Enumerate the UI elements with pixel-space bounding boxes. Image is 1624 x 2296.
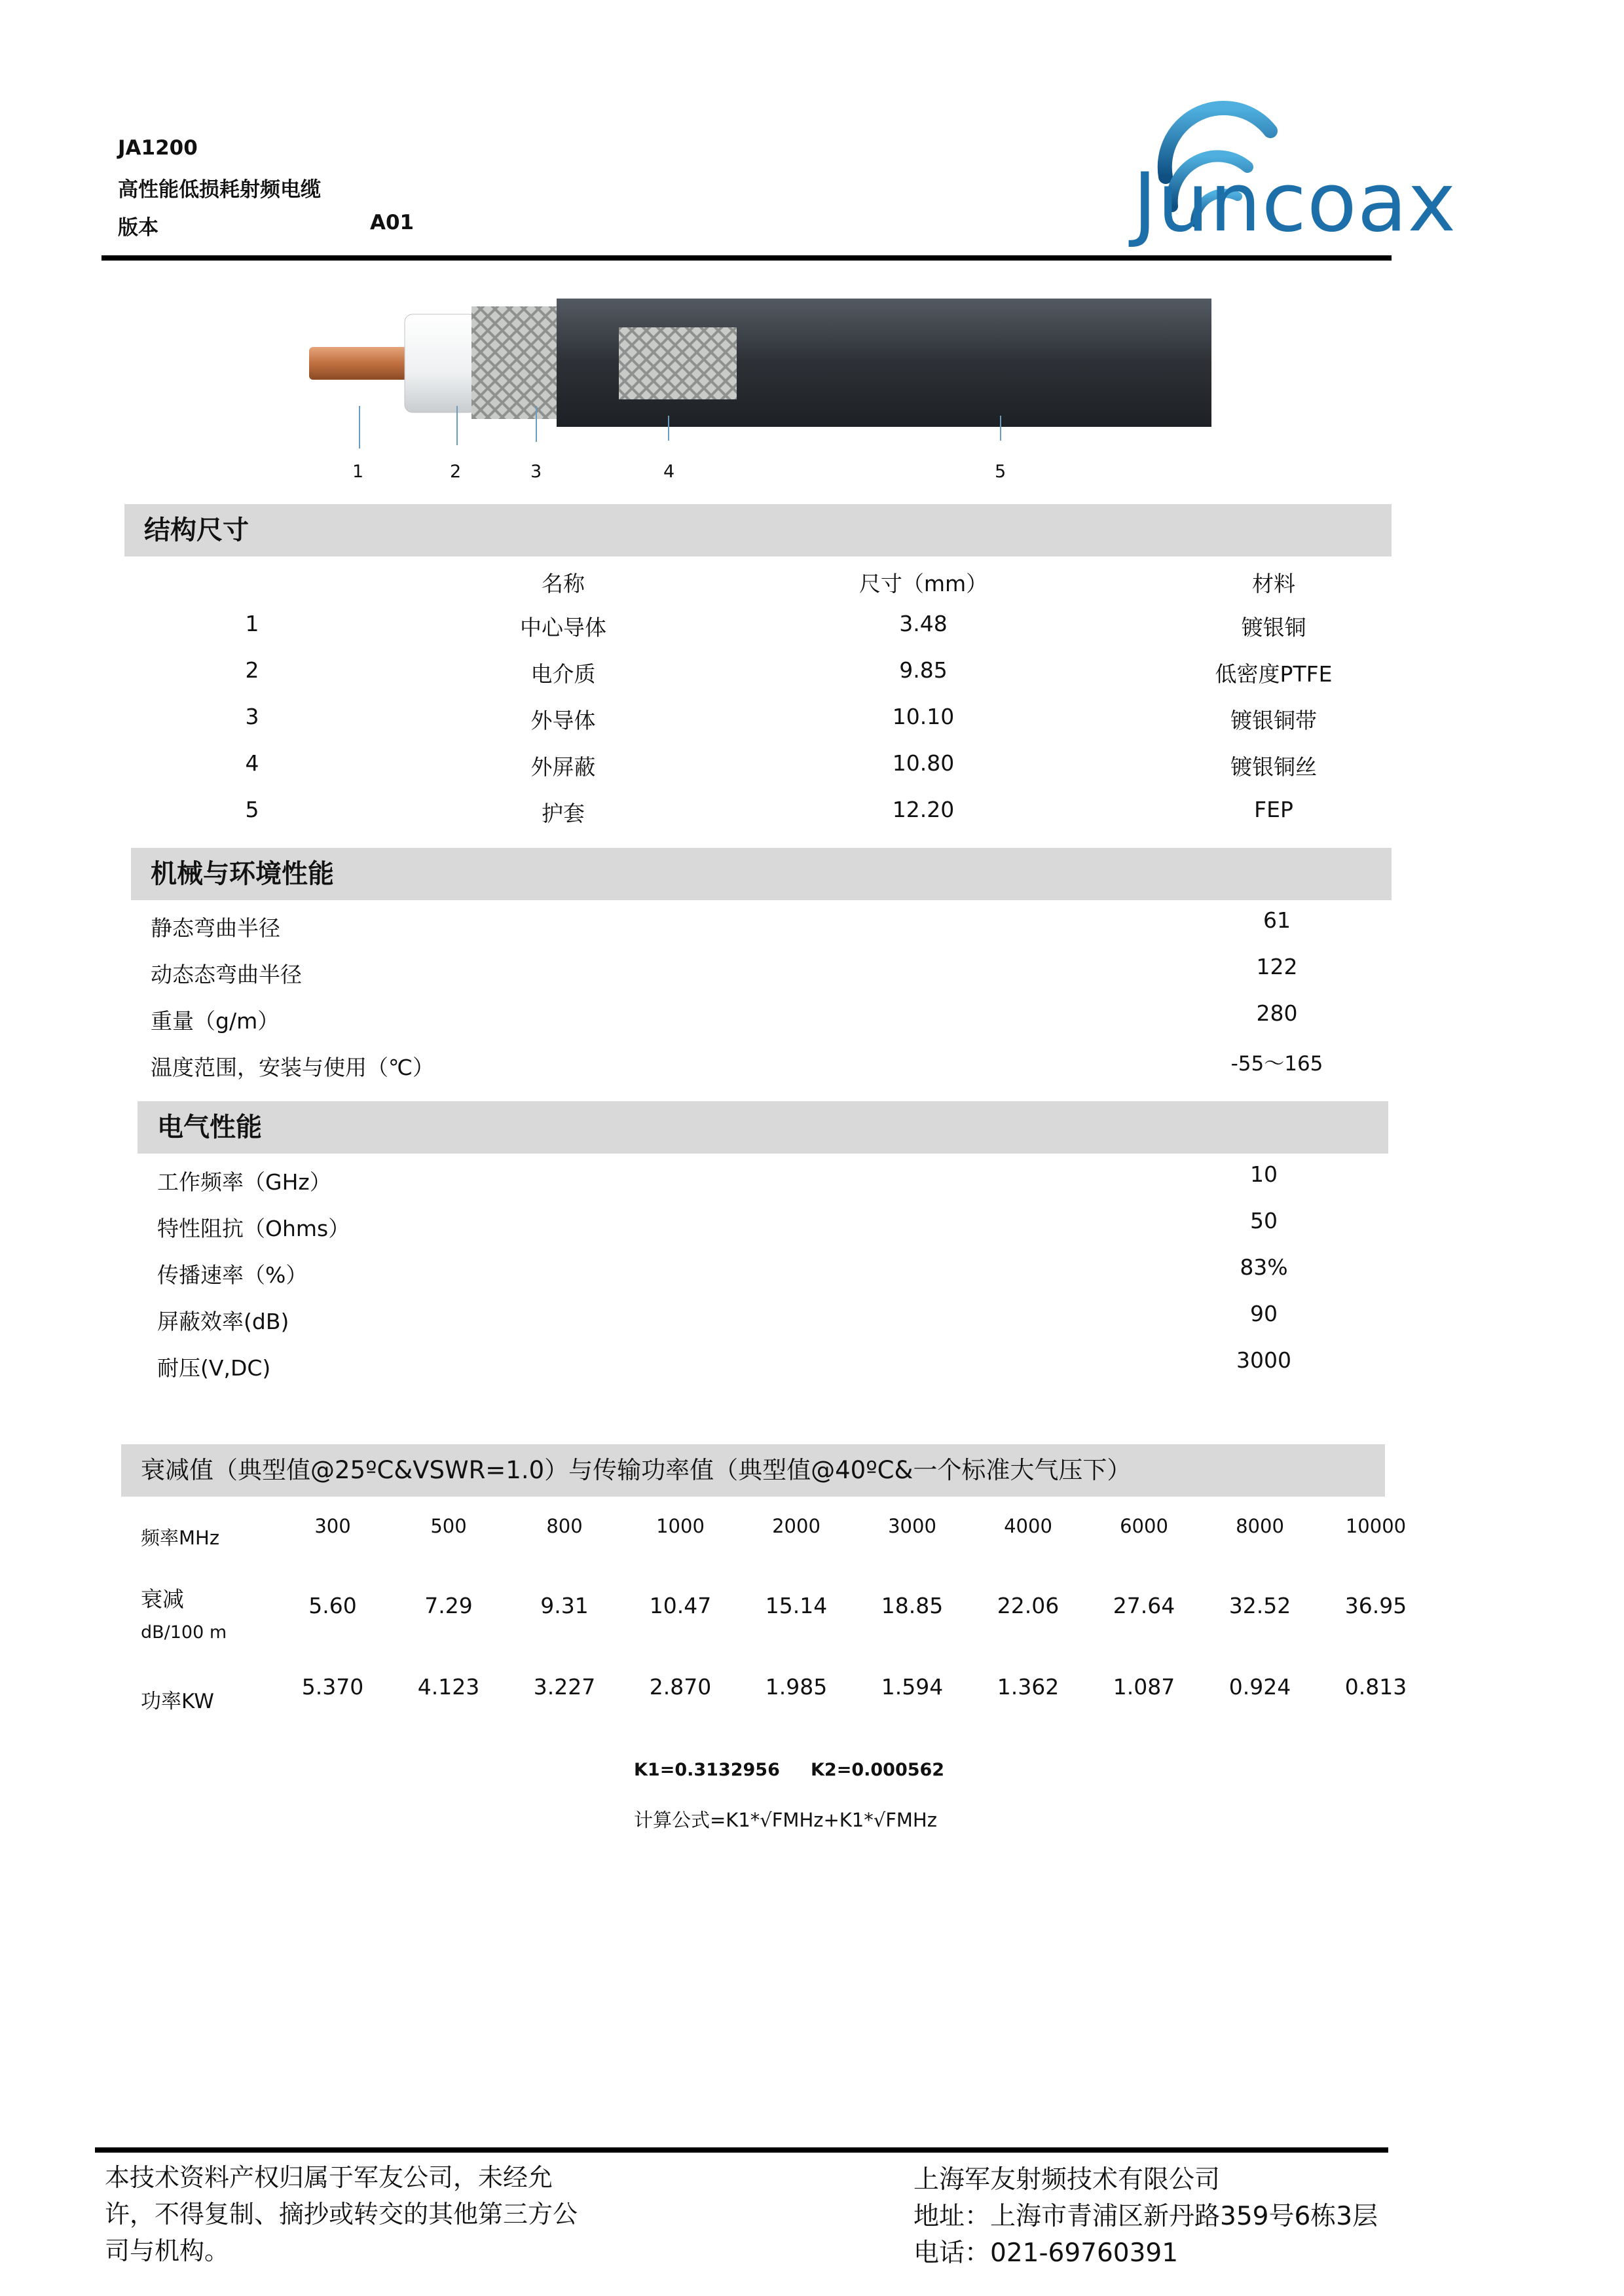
version-value: A01	[370, 211, 415, 234]
row-number: 1	[245, 611, 259, 636]
power-cell: 1.362	[997, 1674, 1060, 1700]
attenuation-cell: 7.29	[424, 1593, 473, 1618]
row-size: 3.48	[899, 611, 948, 636]
company-info	[913, 2162, 1378, 2272]
callout-line-1	[359, 406, 360, 448]
property-value: 50	[1250, 1208, 1278, 1233]
freq-cell: 300	[314, 1515, 351, 1537]
freq-cell: 4000	[1004, 1515, 1052, 1537]
attenuation-cell: 22.06	[997, 1593, 1060, 1618]
constant-k2: K2=0.000562	[811, 1760, 945, 1780]
row-label-frequency: 频率MHz	[141, 1527, 220, 1549]
company-name: 上海军友射频技术有限公司	[913, 2165, 1221, 2195]
power-cell: 1.087	[1113, 1674, 1175, 1700]
row-number: 2	[245, 657, 259, 683]
property-value: 83%	[1240, 1254, 1288, 1280]
column-header-material: 材料	[1252, 571, 1295, 596]
row-material: 镀银铜带	[1230, 708, 1317, 733]
freq-cell: 500	[430, 1515, 467, 1537]
attenuation-cell: 32.52	[1228, 1593, 1291, 1618]
property-value: 10	[1250, 1161, 1278, 1187]
section-title: 电气性能	[157, 1112, 262, 1142]
row-name: 电介质	[530, 661, 596, 687]
attenuation-cell: 27.64	[1113, 1593, 1175, 1618]
power-cell: 3.227	[533, 1674, 596, 1700]
property-value: 90	[1250, 1301, 1278, 1326]
row-material: 镀银铜	[1241, 615, 1306, 640]
notice-line: 本技术资料产权归属于军友公司，未经允	[105, 2163, 553, 2192]
row-name: 外导体	[530, 708, 596, 733]
property-value: 280	[1256, 1000, 1298, 1026]
column-header-size: 尺寸（mm）	[858, 571, 988, 596]
property-label: 重量（g/m）	[151, 1008, 280, 1034]
row-material: FEP	[1254, 797, 1293, 822]
property-value: 3000	[1236, 1347, 1291, 1373]
property-label: 屏蔽效率(dB)	[157, 1309, 289, 1334]
callout-number: 3	[530, 462, 542, 482]
freq-cell: 8000	[1236, 1515, 1284, 1537]
electrical-section-header	[138, 1101, 1388, 1154]
notice-line: 许，不得复制、摘抄或转交的其他第三方公	[105, 2200, 578, 2229]
callout-line-2	[456, 406, 458, 445]
callout-number: 4	[663, 462, 675, 482]
formula: 计算公式=K1*√FMHz+K1*√FMHz	[634, 1809, 937, 1831]
mechanical-section-header	[131, 848, 1392, 900]
property-label: 动态态弯曲半径	[151, 962, 302, 987]
row-size: 12.20	[892, 797, 955, 822]
row-number: 4	[245, 750, 259, 776]
property-label: 温度范围，安装与使用（℃）	[151, 1055, 435, 1080]
row-material: 低密度PTFE	[1215, 661, 1333, 687]
freq-cell: 800	[546, 1515, 583, 1537]
power-cell: 4.123	[417, 1674, 480, 1700]
section-title: 结构尺寸	[144, 515, 249, 545]
juncoax-logo	[1133, 79, 1457, 250]
row-label-power: 功率KW	[141, 1690, 214, 1713]
structure-section-header	[124, 504, 1392, 556]
power-cell: 1.594	[881, 1674, 944, 1700]
section-title: 机械与环境性能	[151, 859, 334, 889]
property-value: 122	[1256, 954, 1298, 979]
power-cell: 1.985	[765, 1674, 828, 1700]
power-cell: 0.813	[1344, 1674, 1407, 1700]
row-name: 中心导体	[520, 615, 606, 640]
attenuation-cell: 18.85	[881, 1593, 944, 1618]
row-name: 外屏蔽	[530, 754, 596, 780]
attenuation-cell: 5.60	[308, 1593, 357, 1618]
callout-number: 2	[450, 462, 462, 482]
property-label: 耐压(V,DC)	[157, 1355, 271, 1381]
company-address: 地址：上海市青浦区新丹路359号6栋3层	[913, 2202, 1378, 2231]
power-cell: 2.870	[649, 1674, 712, 1700]
property-value: -55～165	[1230, 1052, 1323, 1076]
freq-cell: 10000	[1345, 1515, 1407, 1537]
row-label-attenuation: 衰减	[141, 1586, 184, 1612]
company-phone: 电话：021-69760391	[913, 2238, 1179, 2268]
column-header-name: 名称	[542, 571, 585, 596]
property-label: 静态弯曲半径	[151, 915, 280, 941]
property-value: 61	[1263, 907, 1291, 933]
version-label: 版本	[118, 216, 158, 240]
attenuation-cell: 9.31	[540, 1593, 589, 1618]
row-size: 10.80	[892, 750, 955, 776]
attenuation-cell: 36.95	[1344, 1593, 1407, 1618]
attenuation-cell: 10.47	[649, 1593, 712, 1618]
callout-line-4	[668, 416, 669, 441]
copyright-notice	[105, 2159, 578, 2269]
freq-cell: 3000	[888, 1515, 936, 1537]
attenuation-cell: 15.14	[765, 1593, 828, 1618]
section-title: 衰减值（典型值@25ºC&VSWR=1.0）与传输功率值（典型值@40ºC&一个标准大气压下）	[141, 1456, 1132, 1484]
row-name: 护套	[542, 801, 585, 826]
cable-illustration	[308, 295, 1225, 452]
constant-k1: K1=0.3132956	[634, 1760, 780, 1780]
notice-line: 司与机构。	[105, 2236, 230, 2265]
property-label: 特性阻抗（Ohms）	[157, 1216, 350, 1241]
row-number: 3	[245, 704, 259, 729]
row-size: 10.10	[892, 704, 955, 729]
callout-number: 5	[995, 462, 1006, 482]
property-label: 传播速率（%）	[157, 1262, 308, 1288]
row-size: 9.85	[899, 657, 948, 683]
model-number: JA1200	[118, 136, 198, 160]
callout-number: 1	[352, 462, 364, 482]
product-name: 高性能低损耗射频电缆	[118, 178, 321, 202]
footer-rule	[95, 2147, 1388, 2153]
power-cell: 5.370	[301, 1674, 364, 1700]
row-unit-attenuation: dB/100 m	[141, 1622, 227, 1643]
callout-line-5	[1000, 416, 1001, 441]
row-number: 5	[245, 797, 259, 822]
logo-text: Juncoax	[1133, 156, 1457, 250]
row-material: 镀银铜丝	[1230, 754, 1317, 780]
freq-cell: 6000	[1120, 1515, 1168, 1537]
freq-cell: 1000	[656, 1515, 705, 1537]
power-cell: 0.924	[1228, 1674, 1291, 1700]
freq-cell: 2000	[772, 1515, 821, 1537]
callout-line-3	[536, 406, 537, 442]
property-label: 工作频率（GHz）	[157, 1169, 331, 1195]
header-rule	[101, 255, 1392, 261]
attenuation-section-header	[121, 1444, 1385, 1497]
